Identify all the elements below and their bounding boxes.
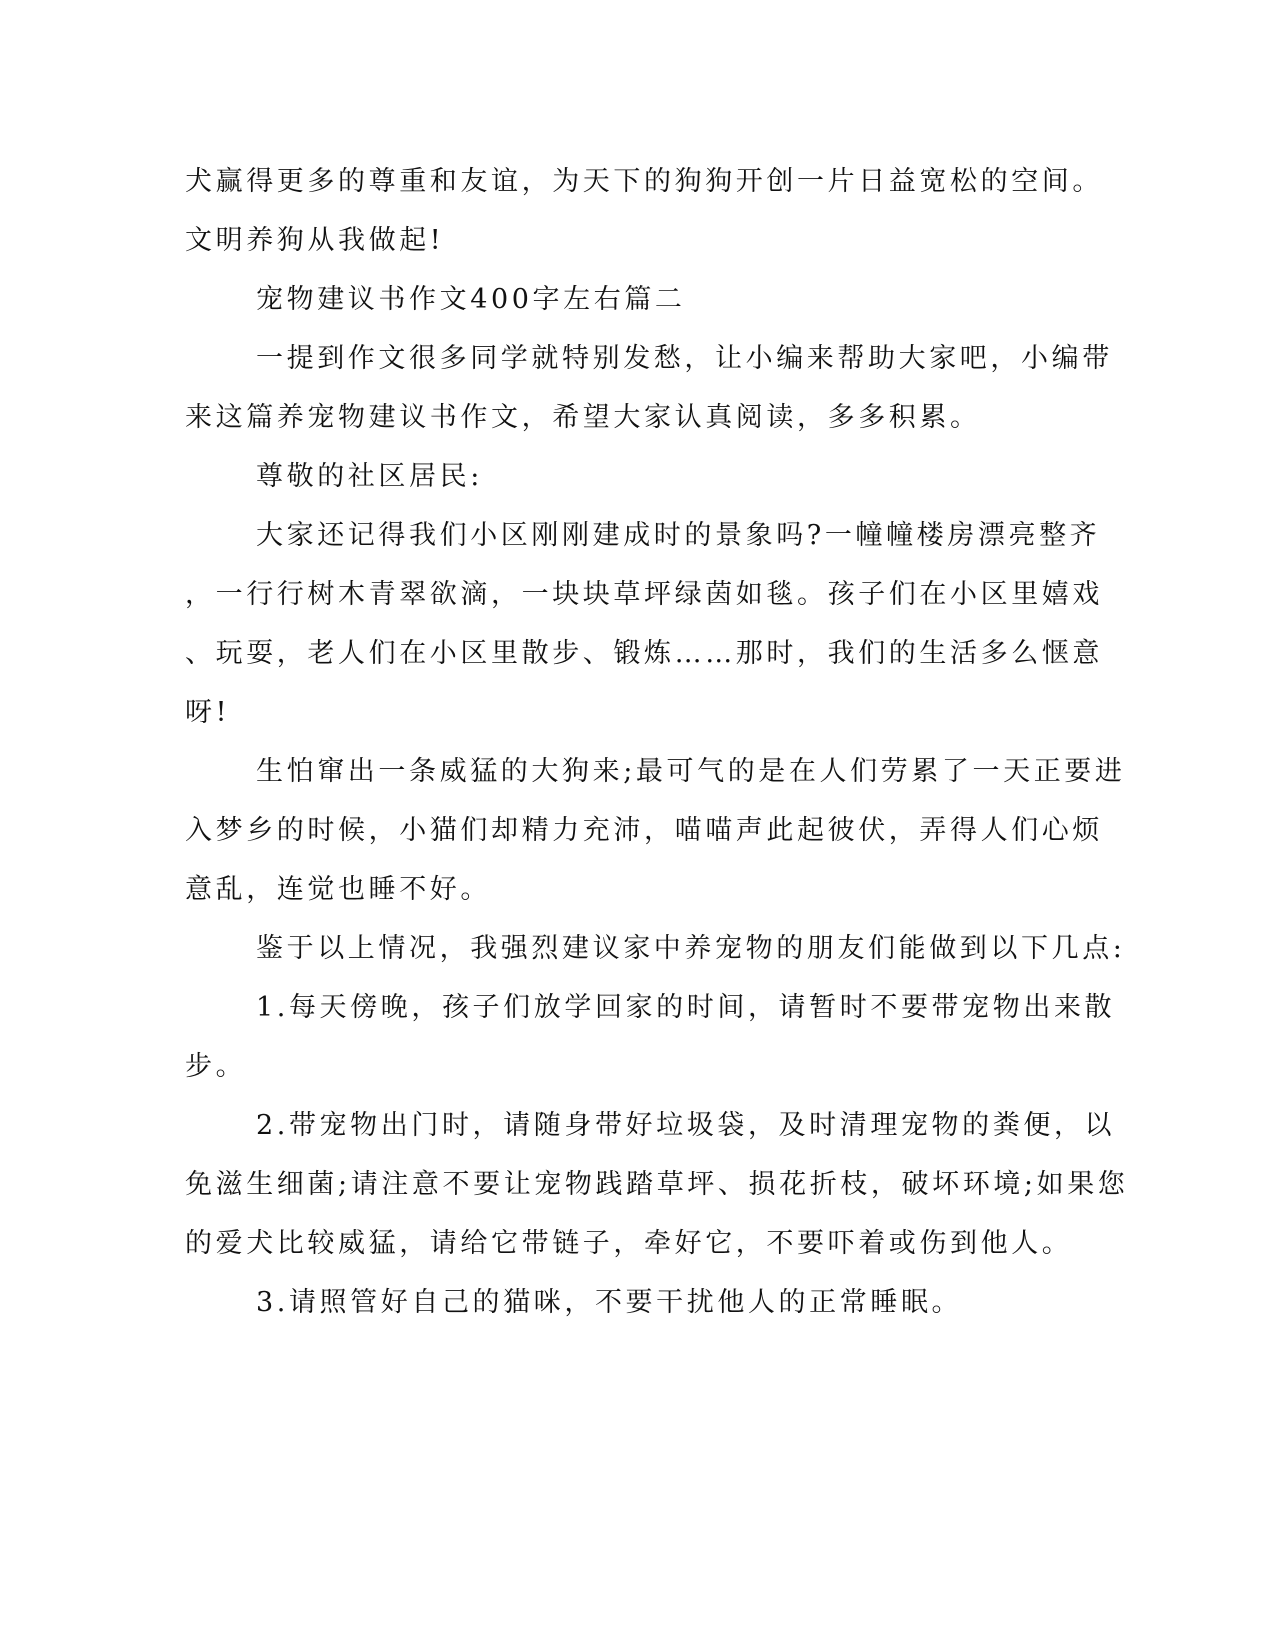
text-line: 入梦乡的时候，小猫们却精力充沛，喵喵声此起彼伏，弄得人们心烦 bbox=[185, 815, 1103, 846]
section-heading: 宠物建议书作文400字左右篇二 bbox=[256, 284, 686, 315]
text-line: ，一行行树木青翠欲滴，一块块草坪绿茵如毯。孩子们在小区里嬉戏 bbox=[185, 579, 1103, 610]
salutation: 尊敬的社区居民: bbox=[256, 461, 483, 492]
text-line: 的爱犬比较威猛，请给它带链子，牵好它，不要吓着或伤到他人。 bbox=[185, 1228, 1073, 1259]
text-line: 犬赢得更多的尊重和友谊，为天下的狗狗开创一片日益宽松的空间。 bbox=[185, 166, 1103, 197]
text-line: 意乱，连觉也睡不好。 bbox=[185, 874, 491, 905]
list-item-3: 3.请照管好自己的猫咪，不要干扰他人的正常睡眠。 bbox=[256, 1287, 963, 1318]
list-item-1: 1.每天傍晚，孩子们放学回家的时间，请暂时不要带宠物出来散 bbox=[256, 992, 1116, 1023]
text-line: 大家还记得我们小区刚刚建成时的景象吗?一幢幢楼房漂亮整齐 bbox=[256, 520, 1101, 551]
text-line: 、玩耍，老人们在小区里散步、锻炼……那时，我们的生活多么惬意 bbox=[185, 638, 1103, 669]
list-item-2: 2.带宠物出门时，请随身带好垃圾袋，及时清理宠物的粪便，以 bbox=[256, 1110, 1116, 1141]
text-line: 生怕窜出一条威猛的大狗来;最可气的是在人们劳累了一天正要进 bbox=[256, 756, 1126, 787]
text-line: 文明养狗从我做起! bbox=[185, 225, 445, 256]
text-line: 鉴于以上情况，我强烈建议家中养宠物的朋友们能做到以下几点: bbox=[256, 933, 1126, 964]
text-line: 步。 bbox=[185, 1051, 247, 1082]
text-line: 呀! bbox=[185, 697, 231, 728]
text-line: 一提到作文很多同学就特别发愁，让小编来帮助大家吧，小编带 bbox=[256, 343, 1113, 374]
text-line: 来这篇养宠物建议书作文，希望大家认真阅读，多多积累。 bbox=[185, 402, 981, 433]
text-line: 免滋生细菌;请注意不要让宠物践踏草坪、损花折枝，破坏环境;如果您 bbox=[185, 1169, 1129, 1200]
